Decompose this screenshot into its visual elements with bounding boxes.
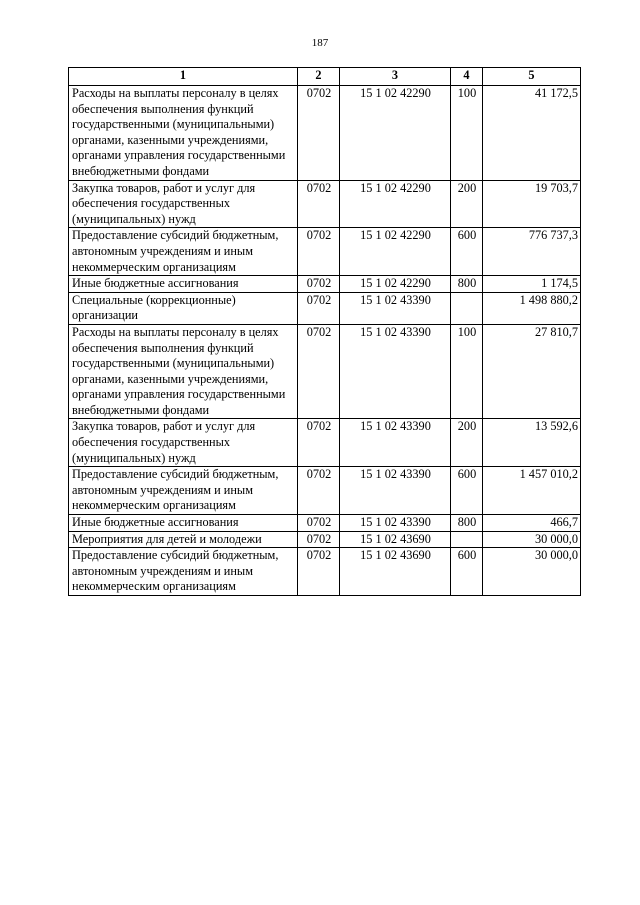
table-row — [69, 324, 581, 419]
header-col-1: 1 — [69, 68, 298, 86]
row-name: Расходы на выплаты персоналу в целях обеспечения выполнения функций государственными (муниципальными) органами, казенными учреждениями, органами управления государственными внебюджетными фондами — [69, 86, 298, 181]
table-row — [69, 292, 581, 324]
table-row — [69, 180, 581, 228]
table-row — [69, 515, 581, 532]
row-type: 600 — [451, 548, 483, 596]
budget-table — [68, 67, 581, 596]
table-row — [69, 86, 581, 181]
row-section: 0702 — [298, 180, 340, 228]
table-row — [69, 419, 581, 467]
row-name: Предоставление субсидий бюджетным, автономным учреждениям и иным некоммерческим организациям — [69, 228, 298, 276]
row-type: 600 — [451, 467, 483, 515]
row-target: 15 1 02 43390 — [340, 419, 451, 467]
row-name: Закупка товаров, работ и услуг для обеспечения государственных (муниципальных) нужд — [69, 419, 298, 467]
row-target: 15 1 02 42290 — [340, 86, 451, 181]
row-target: 15 1 02 42290 — [340, 180, 451, 228]
table-row — [69, 467, 581, 515]
row-amount: 19 703,7 — [483, 180, 581, 228]
row-target: 15 1 02 43690 — [340, 548, 451, 596]
row-amount: 466,7 — [483, 515, 581, 532]
row-type: 100 — [451, 324, 483, 419]
row-name: Мероприятия для детей и молодежи — [69, 531, 298, 548]
row-amount: 27 810,7 — [483, 324, 581, 419]
row-section: 0702 — [298, 548, 340, 596]
header-col-2: 2 — [298, 68, 340, 86]
row-type: 100 — [451, 86, 483, 181]
header-col-5: 5 — [483, 68, 581, 86]
table-row — [69, 228, 581, 276]
row-target: 15 1 02 43390 — [340, 515, 451, 532]
row-section: 0702 — [298, 228, 340, 276]
row-target: 15 1 02 43390 — [340, 324, 451, 419]
row-name: Иные бюджетные ассигнования — [69, 276, 298, 293]
row-target: 15 1 02 43390 — [340, 467, 451, 515]
table-row — [69, 548, 581, 596]
row-amount: 1 498 880,2 — [483, 292, 581, 324]
row-target: 15 1 02 42290 — [340, 276, 451, 293]
row-section: 0702 — [298, 86, 340, 181]
row-section: 0702 — [298, 324, 340, 419]
row-section: 0702 — [298, 515, 340, 532]
row-type — [451, 292, 483, 324]
row-name: Расходы на выплаты персоналу в целях обеспечения выполнения функций государственными (муниципальными) органами, казенными учреждениями, органами управления государственными внебюджетными фондами — [69, 324, 298, 419]
row-section: 0702 — [298, 276, 340, 293]
row-amount: 13 592,6 — [483, 419, 581, 467]
header-col-3: 3 — [340, 68, 451, 86]
row-type: 200 — [451, 419, 483, 467]
row-section: 0702 — [298, 419, 340, 467]
row-amount: 41 172,5 — [483, 86, 581, 181]
row-target: 15 1 02 42290 — [340, 228, 451, 276]
page-number: 187 — [311, 37, 329, 49]
row-amount: 1 457 010,2 — [483, 467, 581, 515]
row-target: 15 1 02 43390 — [340, 292, 451, 324]
row-type: 600 — [451, 228, 483, 276]
row-name: Закупка товаров, работ и услуг для обеспечения государственных (муниципальных) нужд — [69, 180, 298, 228]
row-type — [451, 531, 483, 548]
row-amount: 776 737,3 — [483, 228, 581, 276]
row-name: Предоставление субсидий бюджетным, автономным учреждениям и иным некоммерческим организациям — [69, 467, 298, 515]
row-name: Специальные (коррекционные) организации — [69, 292, 298, 324]
row-amount: 30 000,0 — [483, 548, 581, 596]
header-col-4: 4 — [451, 68, 483, 86]
table-header-row — [69, 68, 581, 86]
row-target: 15 1 02 43690 — [340, 531, 451, 548]
table-row — [69, 276, 581, 293]
row-type: 800 — [451, 515, 483, 532]
table-row — [69, 531, 581, 548]
row-type: 200 — [451, 180, 483, 228]
row-name: Предоставление субсидий бюджетным, автономным учреждениям и иным некоммерческим организациям — [69, 548, 298, 596]
row-amount: 30 000,0 — [483, 531, 581, 548]
row-section: 0702 — [298, 467, 340, 515]
row-name: Иные бюджетные ассигнования — [69, 515, 298, 532]
row-type: 800 — [451, 276, 483, 293]
row-section: 0702 — [298, 531, 340, 548]
row-amount: 1 174,5 — [483, 276, 581, 293]
row-section: 0702 — [298, 292, 340, 324]
